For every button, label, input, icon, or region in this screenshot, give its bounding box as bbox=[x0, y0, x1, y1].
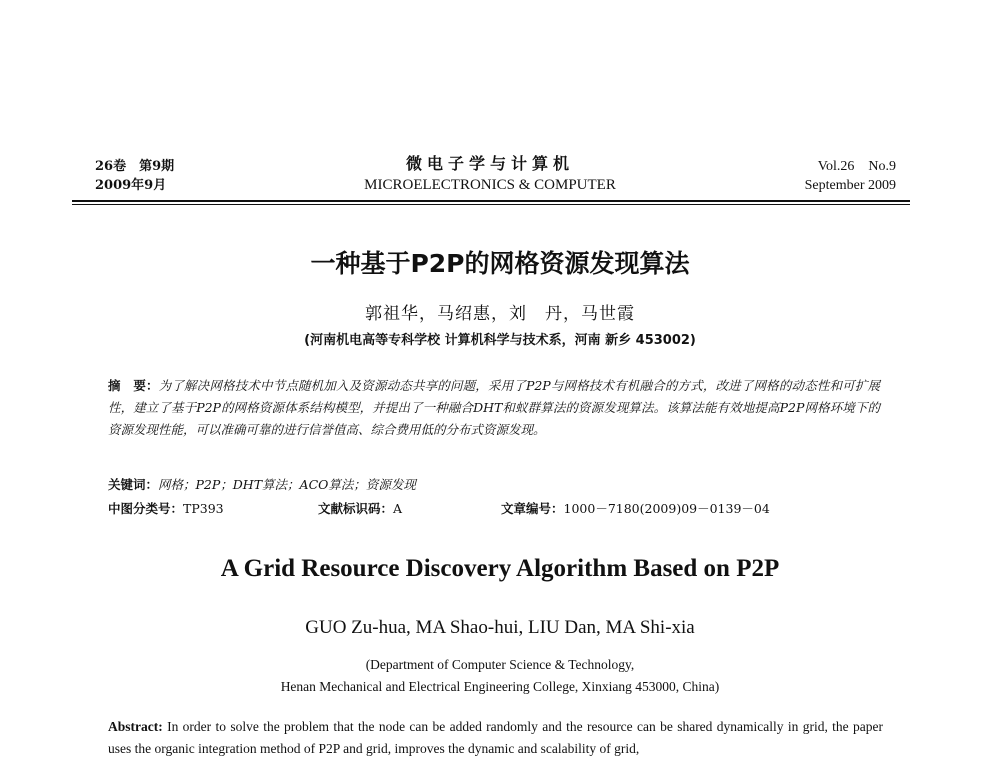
paper-title-en: A Grid Resource Discovery Algorithm Based on P2P bbox=[220, 555, 780, 582]
affiliation-en-line2: Henan Mechanical and Electrical Engineering College, Xinxiang 453000, China) bbox=[280, 679, 720, 694]
abstract-en-label: Abstract: bbox=[108, 719, 163, 734]
date-en: September 2009 bbox=[804, 178, 896, 193]
doc-label: 文献标识码： bbox=[318, 501, 394, 516]
affiliation-cn: (河南机电高等专科学校 计算机科学与技术系，河南 新乡 453002) bbox=[304, 333, 696, 348]
paper-title-cn: 一种基于P2P的网格资源发现算法 bbox=[310, 249, 690, 278]
abstract-en-text: In order to solve the problem that the node can be added randomly and the resource can be shared dynamically in grid, the paper uses the organic integration method of P2P and grid, improves the dynamic and scalability of grid, bbox=[108, 719, 883, 756]
header-rule-thin bbox=[72, 204, 910, 205]
volume-issue-cn: 26卷 第9期 bbox=[95, 159, 175, 174]
keywords-cn-label: 关键词： bbox=[108, 477, 159, 492]
doc-code bbox=[318, 499, 402, 519]
article-value: 1000－7180(2009)09－0139－04 bbox=[563, 501, 770, 516]
abstract-cn-text: 为了解决网格技术中节点随机加入及资源动态共享的问题，采用了P2P与网格技术有机融合的方式，改进了网格的动态性和可扩展性，建立了基于P2P的网格资源体系结构模型，并提出了一种融合DHT和蚁群算法的资源发现算法。该算法能有效地提高P2P网格环境下的资源发现性能，可以准确可靠的进行信誉值高、综合费用低的分布式资源发现。 bbox=[108, 378, 880, 437]
clc-label: 中图分类号： bbox=[108, 501, 184, 516]
clc-value: TP393 bbox=[183, 501, 224, 516]
abstract-cn-label: 摘 要： bbox=[108, 378, 159, 393]
abstract-cn bbox=[108, 375, 880, 441]
abstract-en bbox=[108, 716, 883, 760]
article-label: 文章编号： bbox=[501, 501, 564, 516]
keywords-cn-text: 网格；P2P；DHT算法；ACO算法；资源发现 bbox=[158, 477, 416, 492]
affiliation-en-line1: (Department of Computer Science & Technology, bbox=[365, 657, 635, 672]
journal-name-en: MICROELECTRONICS & COMPUTER bbox=[364, 177, 616, 193]
volume-issue-en: Vol.26 No.9 bbox=[817, 159, 896, 174]
clc-code bbox=[108, 499, 224, 519]
article-number bbox=[501, 499, 770, 519]
header-left bbox=[95, 157, 174, 195]
journal-name-cn: 微电子学与计算机 bbox=[405, 154, 574, 173]
authors-en: GUO Zu-hua, MA Shao-hui, LIU Dan, MA Shi-xia bbox=[305, 617, 695, 638]
journal-name bbox=[300, 153, 680, 195]
date-cn: 2009年9月 bbox=[95, 178, 167, 193]
keywords-cn bbox=[108, 475, 880, 495]
header-right bbox=[805, 157, 896, 195]
header-rule-thick bbox=[72, 200, 910, 202]
authors-cn: 郭祖华，马绍惠，刘 丹，马世霞 bbox=[365, 304, 635, 324]
affiliation-en bbox=[0, 654, 1000, 698]
doc-value: A bbox=[393, 501, 403, 516]
